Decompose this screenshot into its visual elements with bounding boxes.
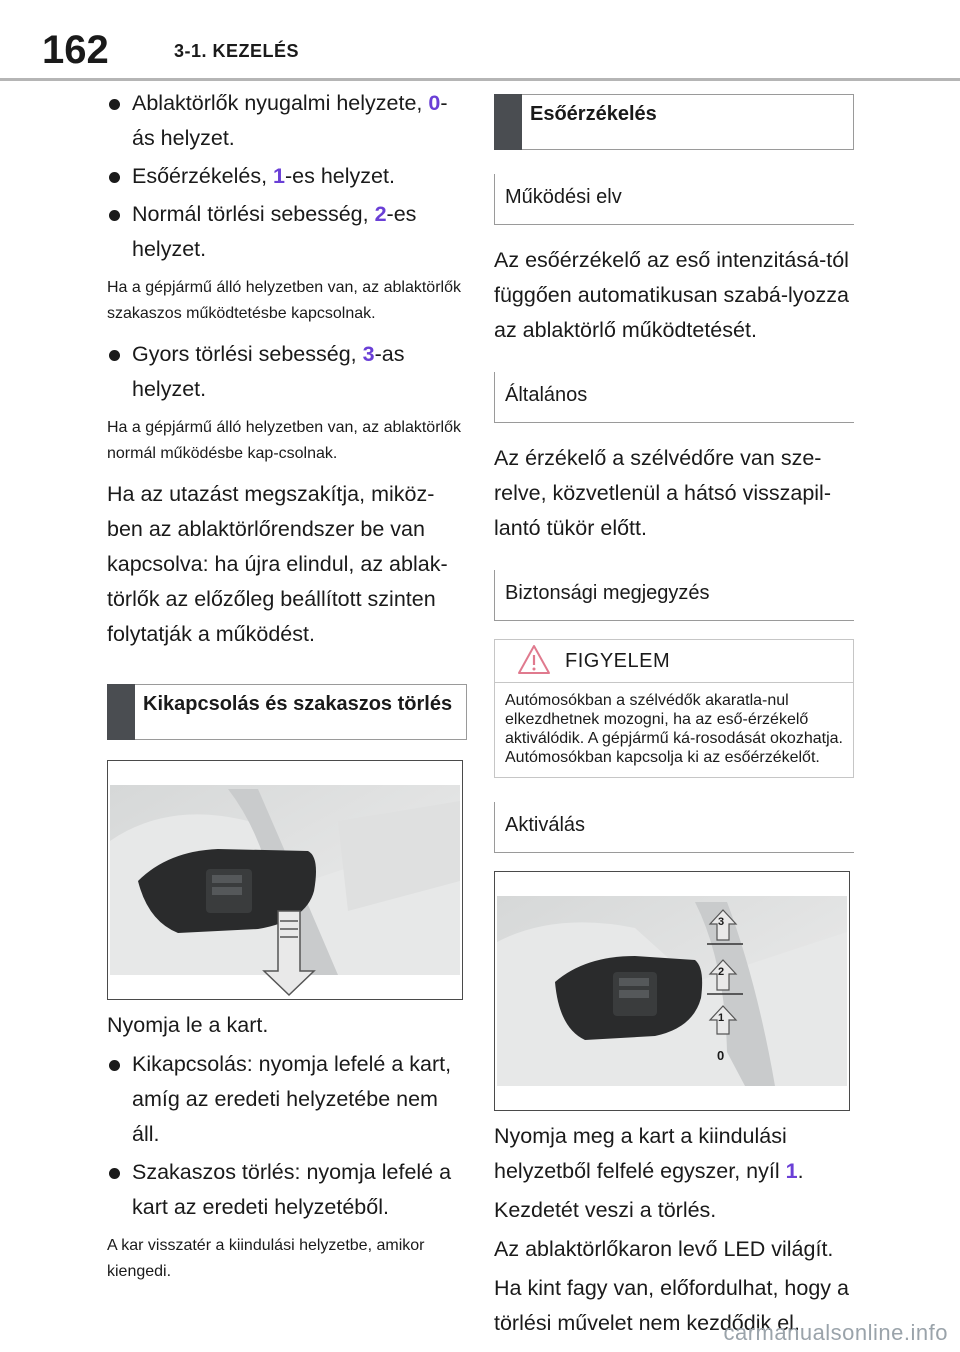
page-header	[0, 0, 960, 80]
body-paragraph: Ha kint fagy van, előfordulhat, hogy a törlési művelet nem kezdődik el.	[494, 1276, 849, 1335]
position-number: 1	[273, 164, 285, 188]
warning-header	[495, 640, 853, 683]
bullet-dot-icon	[109, 99, 120, 110]
warning-text: Autómosókban a szélvédők akaratla-nul elkezdhetnek mozogni, ha az eső-érzékelő aktiválódik. A gépjármű ká-rosodását okozhatja. Autómosókban kapcsolja ki az esőérzékelőt.	[505, 692, 843, 766]
note-text: Ha a gépjármű álló helyzetben van, az ablaktörlők szakaszos működtetésbe kapcsolnak.	[107, 279, 461, 322]
section-heading: Esőérzékelés	[530, 103, 657, 125]
lever-down-figure	[108, 761, 462, 999]
lever-up-illustration	[494, 871, 850, 1111]
warning-box	[494, 639, 854, 778]
figure-label-0: 0	[717, 1048, 725, 1063]
warning-title: FIGYELEM	[565, 650, 671, 672]
body-paragraph: Az esőérzékelő az eső intenzitásá-tól függően automatikusan szabá-lyozza az ablaktörlő működtetését.	[494, 248, 849, 342]
bullet-item: Kikapcsolás: nyomja lefelé a kart, amíg az eredeti helyzetébe nem áll.	[107, 1047, 467, 1152]
figure-caption: Nyomja meg a kart a kiindulási helyzetből felfelé egyszer, nyíl 1.	[494, 1124, 804, 1183]
note-text: A kar visszatér a kiindulási helyzetbe, amikor kiengedi.	[107, 1237, 425, 1280]
bullet-dot-icon	[109, 210, 120, 221]
section-heading: Kikapcsolás és szakaszos törlés	[143, 693, 453, 715]
left-column	[107, 86, 467, 1295]
bullet-dot-icon	[109, 350, 120, 361]
section-title: 3-1. KEZELÉS	[174, 41, 300, 61]
section-heading-box	[107, 684, 467, 740]
bullet-item: Esőérzékelés, 1-es helyzet.	[107, 159, 467, 194]
subheading-working-principle: Működési elv	[494, 174, 854, 225]
body-paragraph: Ha az utazást megszakítja, miköz-ben az ablaktörlőrendszer be van kapcsolva: ha újra elindul, az ablak-törlők az előzőleg beállított szinten folytatják a működést.	[107, 482, 448, 646]
note-text: Ha a gépjármű álló helyzetben van, az ablaktörlők normál működésbe kap-csolnak.	[107, 419, 461, 462]
subheading-activation: Aktiválás	[494, 802, 854, 853]
lever-up-figure	[495, 872, 849, 1110]
position-number: 3	[362, 342, 375, 366]
bullet-dot-icon	[109, 1168, 120, 1179]
figure-label-3: 3	[718, 916, 725, 928]
lever-down-illustration	[107, 760, 463, 1000]
page-number: 162	[42, 28, 109, 72]
figure-label-2: 2	[718, 966, 725, 978]
watermark: carmanualsonline.info	[723, 1320, 948, 1345]
section-heading-box	[494, 94, 854, 150]
header-divider	[0, 78, 960, 81]
figure-label-1: 1	[718, 1012, 725, 1024]
subheading-general: Általános	[494, 372, 854, 423]
figure-caption: Nyomja le a kart.	[107, 1013, 269, 1037]
right-column	[494, 94, 854, 1345]
heading-bar	[494, 94, 522, 150]
position-number: 1	[785, 1159, 798, 1183]
position-number: 0	[428, 91, 441, 115]
bullet-item: Ablaktörlők nyugalmi helyzete, 0-ás helyzet.	[107, 86, 467, 156]
bullet-item: Normál törlési sebesség, 2-es helyzet.	[107, 197, 467, 267]
bullet-item: Szakaszos törlés: nyomja lefelé a kart az eredeti helyzetéből.	[107, 1155, 467, 1225]
bullet-item: Gyors törlési sebesség, 3-as helyzet.	[107, 337, 467, 407]
body-paragraph: Az ablaktörlőkaron levő LED világít.	[494, 1237, 834, 1261]
subheading-safety-note: Biztonsági megjegyzés	[494, 570, 854, 621]
body-paragraph: Az érzékelő a szélvédőre van sze-relve, közvetlenül a hátsó visszapil-lantó tükör előtt.	[494, 446, 831, 540]
heading-bar	[107, 684, 135, 740]
body-paragraph: Kezdetét veszi a törlés.	[494, 1198, 717, 1222]
bullet-dot-icon	[109, 1060, 120, 1071]
bullet-dot-icon	[109, 172, 120, 183]
warning-triangle-icon	[517, 644, 551, 676]
position-number: 2	[374, 202, 387, 226]
